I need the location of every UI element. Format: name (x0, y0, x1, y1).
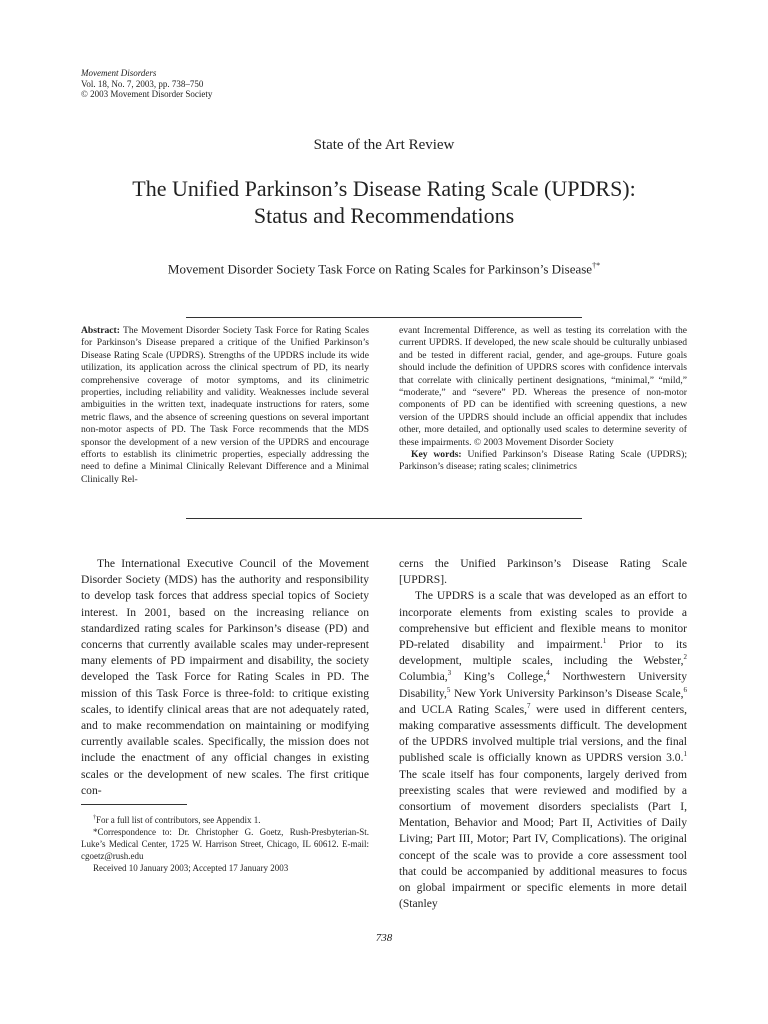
author-marks: †* (592, 261, 601, 270)
body-left-column (81, 556, 369, 799)
footnotes (81, 812, 369, 874)
article-title-line-2: Status and Recommendations (253, 203, 515, 228)
author-name: Movement Disorder Society Task Force on Rating Scales for Parkinson’s Disease (167, 261, 593, 277)
journal-copyright: © 2003 Movement Disorder Society (81, 89, 213, 99)
abstract-left-column (81, 325, 369, 486)
body-paragraph: The UPDRS is a scale that was developed as an effort to incorporate elements from existing scales to provide a comprehensive but efficient and flexible means to monitor PD-related disability and impairment.$^1$ Prior to its development, multiple scales, including the Webster,$^2$ Columbia,$^3$ King’s College,$^4$ Northwestern University Disability,$^5$ New York University Parkinson’s Disease Scale,$^6$ and UCLA Rating Scales,$^7$ were used in different centers, making comparative assessments difficult. The development of the UPDRS involved multiple trial versions, and the final published scale is officially known as UPDRS version 3.0.$^1$ The scale itself has four components, largely derived from preexisting scales that were reviewed and modified by a consortium of movement disorders specialists (Part I, Mentation, Behavior and Mood; Part II, Activities of Daily Living; Part III, Motor; Part IV, Complications). The original concept of the scale was to provide a core assessment tool that could be accompanied by additional measures to focus on global impairment or specific elements in more detail (Stanley (399, 589, 688, 911)
journal-volume: Vol. 18, No. 7, 2003, pp. 738–750 (81, 78, 204, 89)
footnote-contributors: †For a full list of contributors, see Appendix 1. (93, 815, 261, 825)
abstract-top-rule (186, 317, 582, 318)
article-title-line-1: The Unified Parkinson’s Disease Rating Scale (UPDRS): (132, 176, 636, 201)
body-right-column (399, 556, 687, 912)
abstract-text-right: evant Incremental Difference, as well as testing its correlation with the current UPDRS. If developed, the new scale should be culturally unbiased and be tested in different racial, gender, and age-groups. Future goals should include the definition of UPDRS scores with confidence intervals that correlate with clinically pertinent designations, “minimal,” “mild,” “moderate,” and “severe” PD. Whereas the presence of non-motor components of PD can be identified with screening questions, a new version of the UPDRS should include an official appendix that includes other, more detailed, and optionally used scales to determine severity of these impairments. © 2003 Movement Disorder Society (399, 325, 687, 448)
keywords-text: Unified Parkinson’s Disease Rating Scale (UPDRS); Parkinson’s disease; rating scales; clinimetrics (399, 449, 687, 473)
citation: 4 (546, 669, 550, 678)
author-line (0, 261, 768, 277)
section-label: State of the Art Review (313, 137, 455, 153)
citation: 5 (446, 685, 451, 694)
journal-name: Movement Disorders (81, 68, 157, 78)
footnote-rule (81, 804, 187, 805)
body-paragraph: cerns the Unified Parkinson’s Disease Rating Scale [UPDRS]. (399, 557, 687, 587)
citation: 2 (683, 653, 687, 662)
body-paragraph: The International Executive Council of the Movement Disorder Society (MDS) has the authority and responsibility to develop task forces that address special topics of Society interest. In 2001, based on the increasing reliance on standardized rating scales for Parkinson’s disease (PD) and concerns that currently available scales may under-represent many elements of PD impairment and disability, the society developed the Task Force for Rating Scales in PD. The mission of this Task Force is three-fold: to critique existing scales, to identify clinical areas that are not adequately rated, and to make recommendation on maintaining or modifying currently available scales. Specifically, the mission does not include the enactment of any official changes in existing scales or the development of new scales. The first critique con- (81, 557, 369, 797)
abstract-bottom-rule (186, 518, 582, 519)
citation: 3 (447, 669, 452, 678)
journal-header (81, 68, 212, 100)
citation: 1 (683, 750, 687, 759)
citation: 7 (527, 701, 531, 710)
page-number: 738 (375, 932, 393, 944)
abstract-right-column (399, 325, 687, 474)
citation: 6 (683, 685, 687, 694)
abstract-label: Abstract: (81, 325, 120, 336)
abstract-text-left: The Movement Disorder Society Task Force for Rating Scales for Parkinson’s Disease prepared a critique of the Unified Parkinson’s Disease Rating Scale (UPDRS). Strengths of the UPDRS include its wide utilization, its application across the clinical spectrum of PD, its nearly comprehensive coverage of motor symptoms, and its clinimetric properties, including reliability and validity. Weaknesses include several ambiguities in the written text, inadequate instructions for raters, some metric flaws, and the absence of screening questions on several important non-motor aspects of PD. The Task Force recommends that the MDS sponsor the development of a new version of the UPDRS and encourage efforts to establish its clinimetric properties, especially addressing the need to define a Minimal Clinically Relevant Difference and a Minimal Clinically Rel- (81, 325, 369, 485)
keywords-label: Key words: (411, 449, 462, 461)
footnote-received: Received 10 January 2003; Accepted 17 January 2003 (93, 863, 289, 873)
article-title (0, 175, 768, 229)
footnote-correspondence: *Correspondence to: Dr. Christopher G. Goetz, Rush-Presbyterian-St. Luke’s Medical Center, 1725 W. Harrison Street, Chicago, IL 60612. E-mail: cgoetz@rush.edu (81, 827, 369, 861)
citation: 1 (602, 637, 607, 646)
